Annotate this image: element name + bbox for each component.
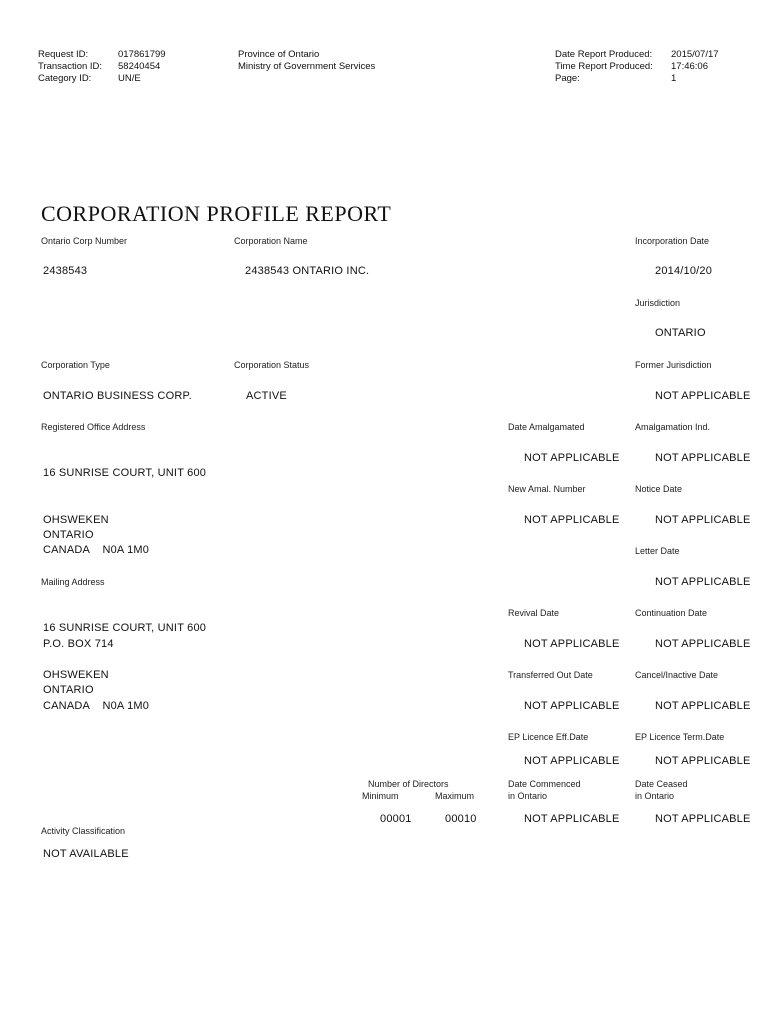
registered-office-city: OHSWEKEN	[43, 514, 109, 526]
cancel-inactive-label: Cancel/Inactive Date	[635, 670, 719, 680]
date-commenced-label-2: in Ontario	[508, 791, 548, 801]
incorporation-date-label: Incorporation Date	[635, 236, 710, 246]
mailing-address-label: Mailing Address	[41, 577, 105, 587]
maximum-directors-value: 00010	[445, 813, 477, 825]
corp-name-label: Corporation Name	[234, 236, 308, 246]
ep-licence-eff-label: EP Licence Eff.Date	[508, 732, 589, 742]
former-jurisdiction-value: NOT APPLICABLE	[655, 390, 751, 402]
letter-date-value: NOT APPLICABLE	[655, 576, 751, 588]
revival-date-value: NOT APPLICABLE	[524, 638, 620, 650]
transferred-out-label: Transferred Out Date	[508, 670, 593, 680]
notice-date-value: NOT APPLICABLE	[655, 514, 751, 526]
notice-date-label: Notice Date	[635, 484, 683, 494]
continuation-date-label: Continuation Date	[635, 608, 708, 618]
transaction-id-label: Transaction ID:	[38, 61, 103, 72]
ep-licence-term-label: EP Licence Term.Date	[635, 732, 725, 742]
category-id-label: Category ID:	[38, 73, 92, 84]
registered-office-country-postal: CANADA N0A 1M0	[43, 544, 150, 556]
mailing-line1: 16 SUNRISE COURT, UNIT 600	[43, 622, 207, 634]
cancel-inactive-value: NOT APPLICABLE	[655, 700, 751, 712]
continuation-date-value: NOT APPLICABLE	[655, 638, 751, 650]
date-ceased-value: NOT APPLICABLE	[655, 813, 751, 825]
amalgamation-ind-label: Amalgamation Ind.	[635, 422, 711, 432]
revival-date-label: Revival Date	[508, 608, 560, 618]
registered-office-label: Registered Office Address	[41, 422, 146, 432]
date-ceased-label: Date Ceased	[635, 779, 688, 789]
corp-status-value: ACTIVE	[246, 390, 287, 402]
time-produced-label: Time Report Produced:	[555, 61, 653, 72]
date-commenced-value: NOT APPLICABLE	[524, 813, 620, 825]
page-label: Page:	[555, 73, 580, 84]
jurisdiction-label: Jurisdiction	[635, 298, 681, 308]
former-jurisdiction-label: Former Jurisdiction	[635, 360, 712, 370]
new-amal-number-value: NOT APPLICABLE	[524, 514, 620, 526]
page-number: 1	[671, 73, 677, 84]
request-id-label: Request ID:	[38, 49, 89, 60]
mailing-city: OHSWEKEN	[43, 669, 109, 681]
registered-office-line1: 16 SUNRISE COURT, UNIT 600	[43, 467, 207, 479]
activity-classification-value: NOT AVAILABLE	[43, 848, 129, 860]
amalgamation-ind-value: NOT APPLICABLE	[655, 452, 751, 464]
mailing-country-postal: CANADA N0A 1M0	[43, 700, 150, 712]
mailing-line2: P.O. BOX 714	[43, 638, 114, 650]
num-directors-label: Number of Directors	[368, 779, 449, 789]
corp-name-value: 2438543 ONTARIO INC.	[245, 265, 370, 277]
corp-type-label: Corporation Type	[41, 360, 110, 370]
letter-date-label: Letter Date	[635, 546, 680, 556]
minimum-directors-value: 00001	[380, 813, 412, 825]
date-produced-label: Date Report Produced:	[555, 49, 653, 60]
activity-classification-label: Activity Classification	[41, 826, 126, 836]
new-amal-number-label: New Amal. Number	[508, 484, 586, 494]
ep-licence-eff-value: NOT APPLICABLE	[524, 755, 620, 767]
report-title: CORPORATION PROFILE REPORT	[41, 201, 392, 226]
date-produced-value: 2015/07/17	[671, 49, 719, 60]
date-amalgamated-label: Date Amalgamated	[508, 422, 585, 432]
corp-status-label: Corporation Status	[234, 360, 310, 370]
corp-number-value: 2438543	[43, 265, 88, 277]
province-heading: Province of Ontario	[238, 49, 320, 60]
time-produced-value: 17:46:06	[671, 61, 708, 72]
request-id-value: 017861799	[118, 49, 166, 60]
date-amalgamated-value: NOT APPLICABLE	[524, 452, 620, 464]
date-commenced-label: Date Commenced	[508, 779, 581, 789]
minimum-label: Minimum	[362, 791, 399, 801]
registered-office-province: ONTARIO	[43, 529, 94, 541]
mailing-province: ONTARIO	[43, 684, 94, 696]
transferred-out-value: NOT APPLICABLE	[524, 700, 620, 712]
transaction-id-value: 58240454	[118, 61, 161, 72]
maximum-label: Maximum	[435, 791, 475, 801]
category-id-value: UN/E	[118, 73, 141, 84]
incorporation-date-value: 2014/10/20	[655, 265, 713, 277]
jurisdiction-value: ONTARIO	[655, 327, 706, 339]
ep-licence-term-value: NOT APPLICABLE	[655, 755, 751, 767]
corp-number-label: Ontario Corp Number	[41, 236, 128, 246]
corp-type-value: ONTARIO BUSINESS CORP.	[43, 390, 192, 402]
date-ceased-label-2: in Ontario	[635, 791, 675, 801]
ministry-heading: Ministry of Government Services	[238, 61, 376, 72]
